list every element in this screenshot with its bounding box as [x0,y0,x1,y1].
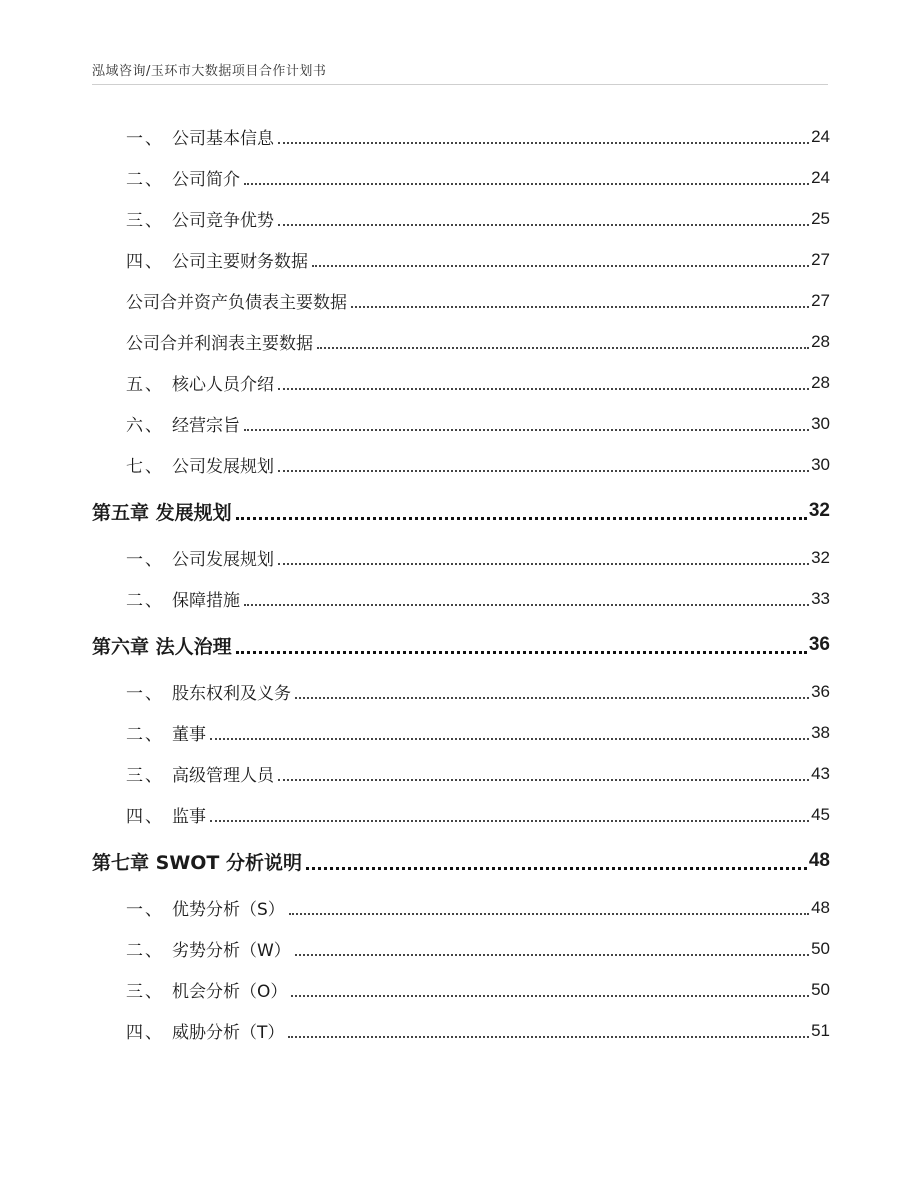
dot-leader [278,470,809,472]
toc-entry[interactable] [92,403,830,444]
toc-entry-title: 机会分析（O） [172,982,288,1002]
toc-entry-number: 三、 [126,766,164,786]
toc-page-number: 33 [811,588,830,608]
toc-entry-title: 经营宗旨 [172,416,240,436]
toc-page-number: 38 [811,722,830,742]
toc-page-number: 32 [808,500,830,521]
toc-page-number: 48 [808,850,830,871]
toc-entry[interactable] [92,928,830,969]
running-header: 泓域咨询/玉环市大数据项目合作计划书 [92,64,327,79]
table-of-contents [92,116,830,1051]
dot-leader [244,183,809,185]
toc-entry-title: 公司合并资产负债表主要数据 [126,293,347,313]
dot-leader [291,995,809,997]
toc-entry-label [92,848,302,875]
dot-leader [351,306,809,308]
toc-page-number: 48 [811,897,830,917]
toc-entry-number: 三、 [126,982,164,1002]
toc-page-number: 32 [811,547,830,567]
toc-entry-number: 四、 [126,807,164,827]
toc-page-number: 30 [811,413,830,433]
toc-entry[interactable] [92,116,830,157]
toc-page-number: 27 [811,290,830,310]
toc-entry[interactable] [92,239,830,280]
toc-entry-title: 公司主要财务数据 [172,252,308,272]
toc-entry-title: 股东权利及义务 [172,684,291,704]
toc-entry-number: 一、 [126,900,164,920]
toc-entry-label [126,206,274,231]
toc-entry-label [126,288,347,313]
toc-page-number: 24 [811,126,830,146]
dot-leader [306,867,807,870]
toc-entry-number: 四、 [126,1023,164,1043]
toc-entry-number: 七、 [126,457,164,477]
toc-entry-label [126,165,240,190]
toc-page-number: 36 [811,681,830,701]
toc-page-number: 36 [808,634,830,655]
toc-chapter-entry[interactable] [92,619,830,671]
toc-entry[interactable] [92,1010,830,1051]
toc-entry-title: 公司发展规划 [172,550,274,570]
toc-entry[interactable] [92,157,830,198]
toc-entry-number: 一、 [126,684,164,704]
toc-entry-title: SWOT 分析说明 [155,851,303,874]
toc-entry-title: 公司发展规划 [172,457,274,477]
toc-entry-label [92,632,232,659]
toc-entry[interactable] [92,712,830,753]
toc-page-number: 50 [811,938,830,958]
toc-entry-label [126,247,308,272]
toc-entry-number: 二、 [126,941,164,961]
toc-entry-title: 公司简介 [172,170,240,190]
toc-entry-title: 核心人员介绍 [172,375,274,395]
toc-chapter-entry[interactable] [92,485,830,537]
toc-entry-title: 公司竞争优势 [172,211,274,231]
dot-leader [210,820,809,822]
dot-leader [244,429,809,431]
dot-leader [289,913,809,915]
toc-entry[interactable] [92,198,830,239]
dot-leader [288,1036,809,1038]
dot-leader [236,651,807,654]
toc-page-number: 27 [811,249,830,269]
toc-page-number: 43 [811,763,830,783]
toc-page-number: 30 [811,454,830,474]
dot-leader [278,142,809,144]
toc-entry-title: 董事 [172,725,206,745]
toc-entry-number: 六、 [126,416,164,436]
toc-entry-number: 二、 [126,725,164,745]
toc-entry-label [92,498,232,525]
toc-entry-title: 公司合并利润表主要数据 [126,334,313,354]
dot-leader [278,388,809,390]
toc-chapter-entry[interactable] [92,835,830,887]
toc-entry-number: 一、 [126,550,164,570]
dot-leader [278,563,809,565]
toc-page-number: 50 [811,979,830,999]
toc-entry-number: 三、 [126,211,164,231]
toc-entry-title: 公司基本信息 [172,129,274,149]
toc-entry[interactable] [92,969,830,1010]
toc-entry-number: 第六章 [92,635,150,658]
toc-entry-number: 一、 [126,129,164,149]
toc-entry-title: 威胁分析（T） [172,1023,285,1043]
dot-leader [236,517,807,520]
toc-entry-number: 五、 [126,375,164,395]
toc-entry-label [126,370,274,395]
toc-entry-title: 监事 [172,807,206,827]
dot-leader [244,604,809,606]
toc-entry-label [126,977,287,1002]
toc-entry-title: 高级管理人员 [172,766,274,786]
toc-entry[interactable] [92,794,830,835]
header-divider [92,84,828,85]
toc-entry[interactable] [92,321,830,362]
dot-leader [295,697,809,699]
dot-leader [295,954,809,956]
toc-entry[interactable] [92,671,830,712]
toc-page-number: 24 [811,167,830,187]
toc-entry-label [126,329,313,354]
toc-entry[interactable] [92,887,830,928]
toc-entry-label [126,936,291,961]
toc-entry-number: 四、 [126,252,164,272]
dot-leader [312,265,809,267]
toc-entry-label [126,761,274,786]
toc-entry-label [126,1018,284,1043]
toc-entry[interactable] [92,537,830,578]
toc-entry-label [126,545,274,570]
dot-leader [210,738,809,740]
toc-entry[interactable] [92,280,830,321]
toc-entry-title: 法人治理 [155,635,232,658]
toc-page-number: 51 [811,1020,830,1040]
dot-leader [278,779,809,781]
toc-entry-title: 保障措施 [172,591,240,611]
toc-entry-number: 二、 [126,591,164,611]
toc-entry[interactable] [92,444,830,485]
toc-page-number: 25 [811,208,830,228]
toc-entry-title: 优势分析（S） [172,900,285,920]
toc-page-number: 45 [811,804,830,824]
toc-entry-title: 劣势分析（W） [172,941,291,961]
toc-entry-number: 第七章 [92,851,150,874]
dot-leader [278,224,809,226]
toc-entry[interactable] [92,578,830,619]
toc-entry-label [126,124,274,149]
toc-page-number: 28 [811,372,830,392]
toc-entry-label [126,895,285,920]
toc-entry-title: 发展规划 [155,501,232,524]
toc-entry-label [126,802,206,827]
toc-entry[interactable] [92,362,830,403]
toc-entry-label [126,586,240,611]
toc-entry-label [126,452,274,477]
dot-leader [317,347,809,349]
toc-entry-label [126,411,240,436]
toc-entry-label [126,720,206,745]
toc-page-number: 28 [811,331,830,351]
toc-entry[interactable] [92,753,830,794]
toc-entry-number: 第五章 [92,501,150,524]
toc-entry-number: 二、 [126,170,164,190]
toc-entry-label [126,679,291,704]
